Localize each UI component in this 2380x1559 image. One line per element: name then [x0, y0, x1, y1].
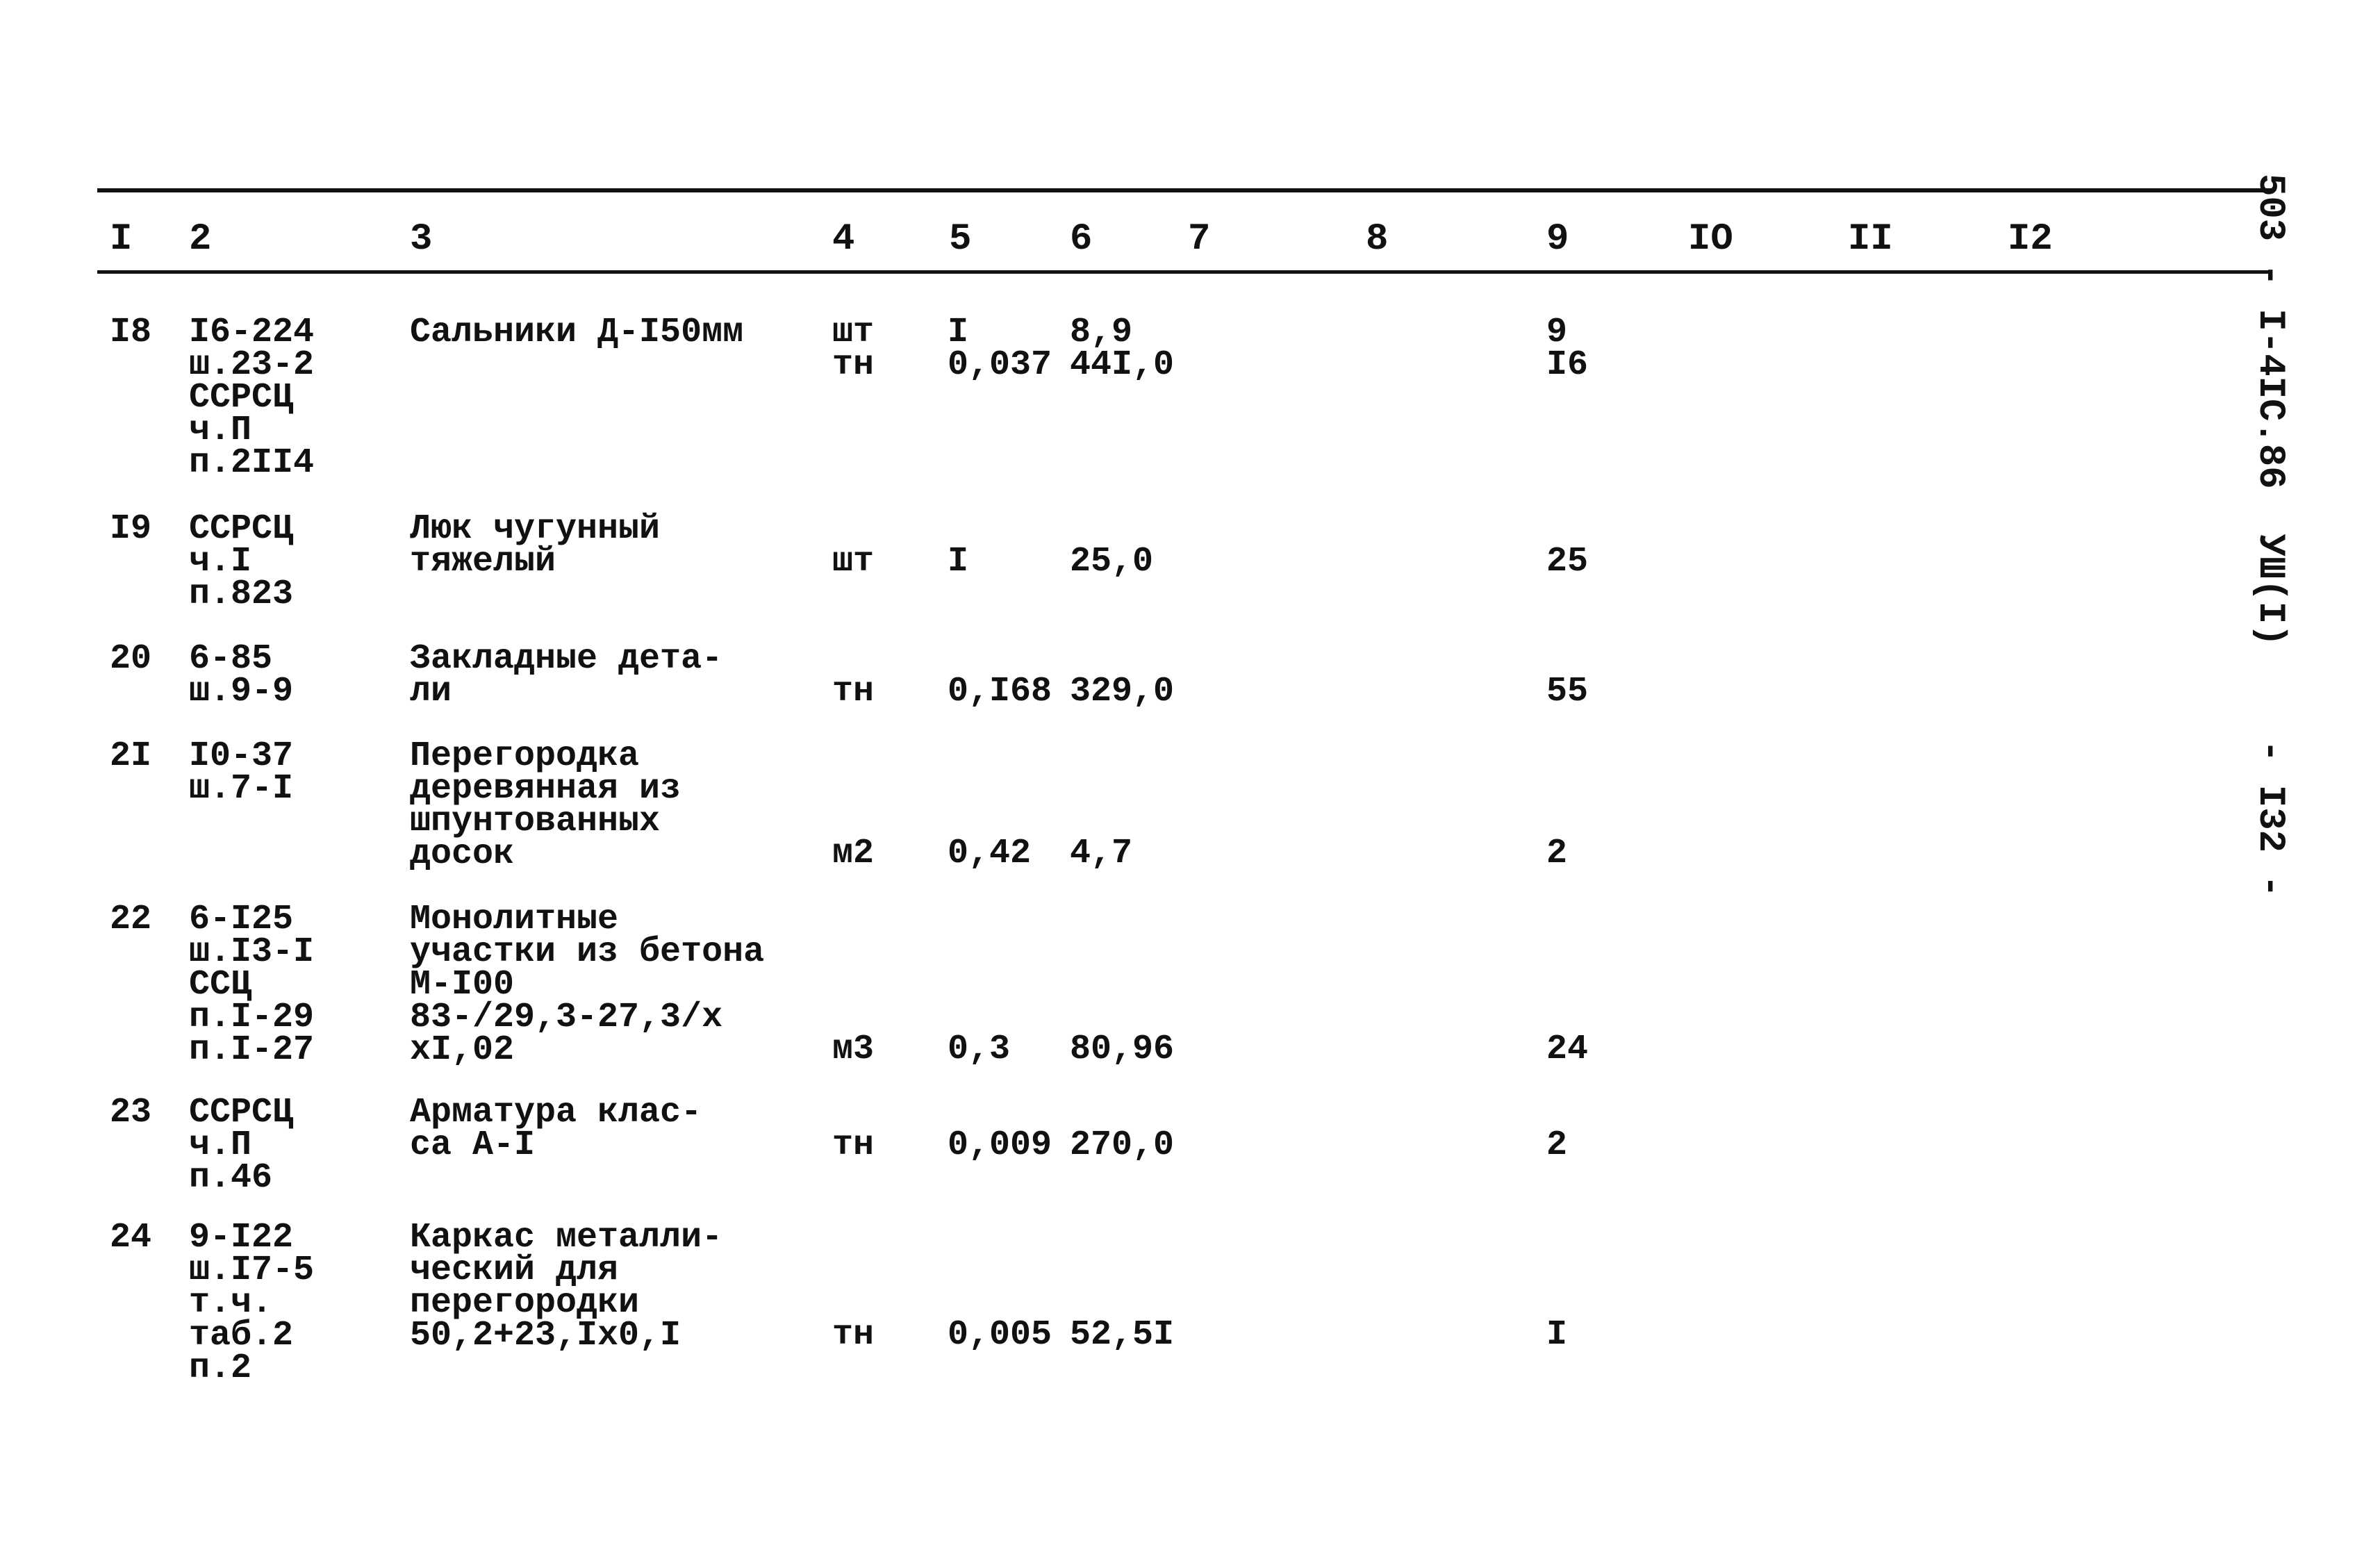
quantity-line: I: [948, 313, 969, 352]
work-description-line: хI,02: [410, 1030, 515, 1070]
total-cost-line: I6: [1546, 345, 1589, 385]
header-col-12: I2: [2008, 218, 2053, 261]
quantity-line: 0,3: [948, 1030, 1011, 1069]
work-description-line: Арматура клас-: [410, 1093, 702, 1132]
unit-price-line: 80,96: [1070, 1030, 1175, 1069]
reference-code-line: п.2: [189, 1348, 252, 1388]
unit-price-line: 4,7: [1070, 834, 1133, 873]
unit-of-measure-line: шт: [832, 542, 875, 581]
quantity-line: 0,005: [948, 1315, 1052, 1355]
total-cost-line: 2: [1546, 834, 1568, 873]
unit-of-measure: [832, 313, 875, 385]
unit-of-measure: [832, 542, 875, 581]
reference-code-line: ч.П: [189, 411, 252, 450]
header-col-1: I: [110, 218, 133, 261]
unit-of-measure: [832, 1315, 875, 1355]
quantity-line: 0,42: [948, 834, 1032, 873]
unit-price-line: 8,9: [1070, 313, 1133, 352]
header-col-11: II: [1848, 218, 1893, 261]
reference-code-line: ш.I7-5: [189, 1251, 315, 1290]
reference-code-line: 9-I22: [189, 1218, 294, 1257]
reference-code-line: ш.23-2: [189, 345, 315, 385]
quantity-line: 0,037: [948, 345, 1052, 385]
total-cost: [1546, 313, 1589, 385]
quantity: [948, 1030, 1011, 1069]
unit-of-measure-line: тн: [832, 1315, 875, 1355]
reference-code-line: п.2II4: [189, 443, 315, 483]
header-col-7: 7: [1188, 218, 1211, 261]
work-description-line: Сальники Д-I50мм: [410, 313, 744, 352]
quantity: [948, 672, 1052, 711]
reference-code-line: ССРСЦ: [189, 509, 294, 549]
work-description-line: ческий для: [410, 1251, 619, 1290]
table-header-rule: [97, 270, 2272, 274]
unit-of-measure-line: тн: [832, 345, 875, 385]
work-description-line: Монолитные: [410, 900, 619, 939]
unit-of-measure-line: тн: [832, 672, 875, 711]
quantity: [948, 1125, 1052, 1165]
reference-code: [189, 736, 294, 809]
row-number: 2I: [110, 736, 152, 776]
header-col-3: 3: [410, 218, 433, 261]
quantity-line: I: [948, 542, 969, 581]
unit-price: [1070, 313, 1175, 385]
unit-price-line: 270,0: [1070, 1125, 1175, 1165]
reference-code-line: п.46: [189, 1158, 273, 1198]
total-cost-line: 24: [1546, 1030, 1589, 1069]
reference-code-line: таб.2: [189, 1316, 294, 1355]
work-description-line: досок: [410, 834, 515, 874]
quantity: [948, 313, 1052, 385]
unit-price-line: 52,5I: [1070, 1315, 1175, 1355]
reference-code: [189, 900, 315, 1070]
header-col-2: 2: [189, 218, 212, 261]
unit-of-measure: [832, 1030, 875, 1069]
reference-code-line: 6-I25: [189, 900, 294, 939]
total-cost: [1546, 1030, 1589, 1069]
reference-code-line: ССРСЦ: [189, 1093, 294, 1132]
work-description-line: М-I00: [410, 965, 515, 1005]
side-page-number: - I32 -: [2249, 740, 2291, 898]
total-cost-line: I: [1546, 1315, 1568, 1355]
total-cost: [1546, 1125, 1568, 1165]
quantity-line: 0,I68: [948, 672, 1052, 711]
quantity: [948, 542, 969, 581]
header-col-6: 6: [1070, 218, 1093, 261]
header-col-8: 8: [1366, 218, 1389, 261]
row-number: I9: [110, 509, 152, 549]
reference-code: [189, 639, 294, 711]
total-cost-line: 55: [1546, 672, 1589, 711]
unit-price: [1070, 834, 1133, 873]
work-description-line: участки из бетона: [410, 932, 765, 972]
row-number: 23: [110, 1093, 152, 1132]
header-col-5: 5: [949, 218, 972, 261]
unit-price: [1070, 542, 1154, 581]
work-description-line: Перегородка: [410, 736, 640, 776]
reference-code-line: п.I-27: [189, 1030, 315, 1070]
work-description: [410, 900, 765, 1070]
reference-code: [189, 313, 315, 483]
total-cost: [1546, 672, 1589, 711]
reference-code-line: т.ч.: [189, 1283, 273, 1323]
reference-code-line: п.I-29: [189, 998, 315, 1037]
total-cost-line: 2: [1546, 1125, 1568, 1165]
row-number: 22: [110, 900, 152, 939]
unit-price-line: 329,0: [1070, 672, 1175, 711]
work-description-line: ли: [410, 672, 452, 711]
reference-code-line: ч.I: [189, 542, 252, 581]
work-description-line: са А-I: [410, 1125, 536, 1165]
quantity: [948, 1315, 1052, 1355]
work-description-line: деревянная из: [410, 769, 681, 809]
table-top-rule: [97, 188, 2272, 192]
unit-price: [1070, 1030, 1175, 1069]
row-number: 20: [110, 639, 152, 679]
total-cost-line: 25: [1546, 542, 1589, 581]
unit-of-measure-line: м3: [832, 1030, 875, 1069]
total-cost-line: 9: [1546, 313, 1568, 352]
work-description-line: перегородки: [410, 1283, 640, 1323]
work-description: [410, 1093, 702, 1165]
quantity-line: 0,009: [948, 1125, 1052, 1165]
work-description: [410, 509, 661, 581]
work-description-line: Каркас металли-: [410, 1218, 723, 1257]
reference-code-line: ч.П: [189, 1125, 252, 1165]
unit-price: [1070, 672, 1175, 711]
unit-of-measure-line: м2: [832, 834, 875, 873]
header-col-10: IO: [1688, 218, 1733, 261]
quantity: [948, 834, 1032, 873]
work-description: [410, 1218, 723, 1355]
work-description-line: шпунтованных: [410, 802, 661, 841]
reference-code-line: ш.7-I: [189, 769, 294, 809]
reference-code-line: п.823: [189, 575, 294, 614]
total-cost: [1546, 542, 1589, 581]
reference-code-line: ш.I3-I: [189, 932, 315, 972]
work-description: [410, 736, 681, 874]
reference-code: [189, 1218, 315, 1388]
unit-of-measure: [832, 834, 875, 873]
work-description-line: 50,2+23,Iх0,I: [410, 1316, 681, 1355]
unit-price: [1070, 1125, 1175, 1165]
reference-code-line: I0-37: [189, 736, 294, 776]
unit-of-measure-line: шт: [832, 313, 875, 352]
unit-price-line: 44I,0: [1070, 345, 1175, 385]
row-number: 24: [110, 1218, 152, 1257]
unit-of-measure: [832, 1125, 875, 1165]
reference-code-line: 6-85: [189, 639, 273, 679]
total-cost: [1546, 1315, 1568, 1355]
reference-code-line: ССРСЦ: [189, 378, 294, 418]
work-description-line: Люк чугунный: [410, 509, 661, 549]
header-col-9: 9: [1546, 218, 1569, 261]
work-description-line: 83-/29,3-27,3/х: [410, 998, 723, 1037]
work-description-line: тяжелый: [410, 542, 556, 581]
side-document-code: 503 - I-4IC.86 УШ(I): [2249, 174, 2291, 647]
unit-of-measure: [832, 672, 875, 711]
work-description: [410, 313, 744, 352]
header-col-4: 4: [832, 218, 855, 261]
unit-of-measure-line: тн: [832, 1125, 875, 1165]
reference-code-line: I6-224: [189, 313, 315, 352]
unit-price: [1070, 1315, 1175, 1355]
unit-price-line: 25,0: [1070, 542, 1154, 581]
work-description: [410, 639, 723, 711]
reference-code-line: ССЦ: [189, 965, 252, 1005]
reference-code: [189, 509, 294, 614]
reference-code-line: ш.9-9: [189, 672, 294, 711]
work-description-line: Закладные дета-: [410, 639, 723, 679]
total-cost: [1546, 834, 1568, 873]
reference-code: [189, 1093, 294, 1198]
row-number: I8: [110, 313, 152, 352]
